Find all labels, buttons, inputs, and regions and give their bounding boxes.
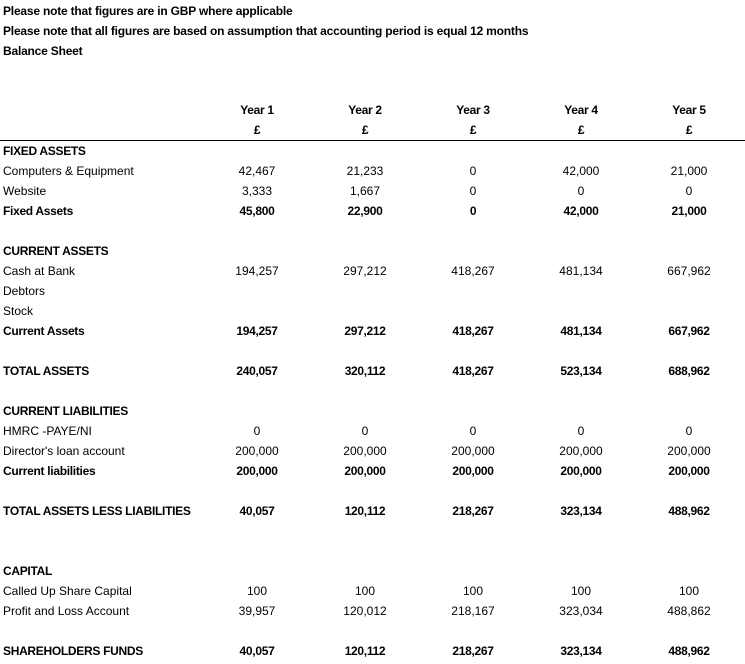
row-shareholders-funds bbox=[0, 641, 745, 661]
value-cell-year-4: 0 bbox=[577, 424, 585, 438]
value-cell-year-5: 667,962 bbox=[667, 264, 711, 278]
row-debtors bbox=[0, 281, 745, 301]
value-cell-year-4: 523,134 bbox=[560, 364, 602, 378]
currency-symbol: £ bbox=[253, 123, 261, 137]
currency-symbol: £ bbox=[361, 123, 369, 137]
value-cell-year-1: 42,467 bbox=[238, 164, 276, 178]
value-cell-year-5: 100 bbox=[678, 584, 700, 598]
row-label: Current Assets bbox=[3, 324, 85, 338]
header-row bbox=[0, 100, 745, 120]
column-header-year-4: Year 4 bbox=[564, 103, 598, 117]
value-cell-year-5: 688,962 bbox=[668, 364, 710, 378]
row-label: Called Up Share Capital bbox=[3, 584, 132, 598]
value-cell-year-3: 218,267 bbox=[452, 504, 494, 518]
value-cell-year-3: 0 bbox=[469, 424, 477, 438]
row-label: Debtors bbox=[3, 284, 46, 298]
value-cell-year-3: 200,000 bbox=[451, 444, 495, 458]
value-cell-year-4: 323,134 bbox=[560, 504, 602, 518]
currency-row bbox=[0, 120, 745, 141]
section-heading-capital bbox=[0, 561, 745, 581]
section-heading-label: CAPITAL bbox=[3, 564, 53, 578]
value-cell-year-1: 0 bbox=[253, 424, 261, 438]
value-cell-year-2: 297,212 bbox=[343, 264, 387, 278]
spacer-row bbox=[0, 381, 745, 401]
section-heading-fixed-assets bbox=[0, 141, 745, 161]
value-cell-year-4: 200,000 bbox=[560, 464, 602, 478]
value-cell-year-4: 323,034 bbox=[559, 604, 603, 618]
row-total-assets-less-liabilities bbox=[0, 501, 745, 521]
value-cell-year-3: 218,267 bbox=[452, 644, 494, 658]
row-label: TOTAL ASSETS LESS LIABILITIES bbox=[3, 504, 191, 518]
value-cell-year-5: 200,000 bbox=[668, 464, 710, 478]
note-currency: Please note that figures are in GBP where applicable bbox=[3, 4, 293, 18]
row-fixed-assets bbox=[0, 201, 745, 221]
section-heading-label: CURRENT ASSETS bbox=[3, 244, 109, 258]
notes-block bbox=[3, 3, 528, 63]
column-header-year-5: Year 5 bbox=[672, 103, 706, 117]
value-cell-year-2: 297,212 bbox=[344, 324, 386, 338]
value-cell-year-1: 40,057 bbox=[239, 644, 275, 658]
value-cell-year-3: 0 bbox=[469, 204, 477, 218]
value-cell-year-1: 194,257 bbox=[235, 264, 279, 278]
value-cell-year-4: 42,000 bbox=[563, 204, 599, 218]
value-cell-year-5: 488,962 bbox=[668, 504, 710, 518]
value-cell-year-1: 3,333 bbox=[241, 184, 273, 198]
spacer-row bbox=[0, 481, 745, 501]
value-cell-year-2: 200,000 bbox=[343, 444, 387, 458]
value-cell-year-5: 200,000 bbox=[667, 444, 711, 458]
currency-symbol: £ bbox=[685, 123, 693, 137]
value-cell-year-3: 100 bbox=[462, 584, 484, 598]
value-cell-year-2: 21,233 bbox=[346, 164, 384, 178]
value-cell-year-2: 320,112 bbox=[344, 364, 386, 378]
value-cell-year-3: 0 bbox=[469, 164, 477, 178]
section-heading-current-assets bbox=[0, 241, 745, 261]
value-cell-year-5: 21,000 bbox=[671, 204, 707, 218]
section-heading-label: CURRENT LIABILITIES bbox=[3, 404, 128, 418]
row-director-s-loan-account bbox=[0, 441, 745, 461]
spacer-row bbox=[0, 541, 745, 561]
row-label: TOTAL ASSETS bbox=[3, 364, 89, 378]
row-label: HMRC -PAYE/NI bbox=[3, 424, 92, 438]
value-cell-year-4: 0 bbox=[577, 184, 585, 198]
value-cell-year-4: 323,134 bbox=[560, 644, 602, 658]
column-header-year-3: Year 3 bbox=[456, 103, 490, 117]
value-cell-year-2: 22,900 bbox=[347, 204, 383, 218]
value-cell-year-3: 418,267 bbox=[452, 324, 494, 338]
value-cell-year-4: 481,134 bbox=[559, 264, 603, 278]
value-cell-year-5: 0 bbox=[685, 424, 693, 438]
row-current-liabilities bbox=[0, 461, 745, 481]
row-label: Fixed Assets bbox=[3, 204, 73, 218]
row-label: Director's loan account bbox=[3, 444, 125, 458]
value-cell-year-2: 200,000 bbox=[344, 464, 386, 478]
row-label: Website bbox=[3, 184, 47, 198]
value-cell-year-1: 240,057 bbox=[236, 364, 278, 378]
row-cash-at-bank bbox=[0, 261, 745, 281]
spacer-row bbox=[0, 521, 745, 541]
row-label: Stock bbox=[3, 304, 34, 318]
row-stock bbox=[0, 301, 745, 321]
column-header-year-2: Year 2 bbox=[348, 103, 382, 117]
value-cell-year-2: 1,667 bbox=[349, 184, 381, 198]
value-cell-year-4: 100 bbox=[570, 584, 592, 598]
value-cell-year-2: 120,012 bbox=[343, 604, 387, 618]
value-cell-year-3: 200,000 bbox=[452, 464, 494, 478]
row-current-assets bbox=[0, 321, 745, 341]
value-cell-year-5: 21,000 bbox=[670, 164, 708, 178]
row-label: Computers & Equipment bbox=[3, 164, 134, 178]
currency-symbol: £ bbox=[469, 123, 477, 137]
row-label: Profit and Loss Account bbox=[3, 604, 130, 618]
row-hmrc-paye-ni bbox=[0, 421, 745, 441]
value-cell-year-3: 418,267 bbox=[452, 364, 494, 378]
value-cell-year-5: 488,962 bbox=[668, 644, 710, 658]
value-cell-year-5: 0 bbox=[685, 184, 693, 198]
spacer-row bbox=[0, 221, 745, 241]
row-profit-and-loss-account bbox=[0, 601, 745, 621]
value-cell-year-1: 100 bbox=[246, 584, 268, 598]
value-cell-year-2: 120,112 bbox=[344, 644, 386, 658]
column-header-year-1: Year 1 bbox=[240, 103, 274, 117]
row-label: Current liabilities bbox=[3, 464, 96, 478]
value-cell-year-5: 667,962 bbox=[668, 324, 710, 338]
value-cell-year-1: 200,000 bbox=[236, 464, 278, 478]
value-cell-year-3: 218,167 bbox=[451, 604, 495, 618]
value-cell-year-4: 200,000 bbox=[559, 444, 603, 458]
balance-sheet-table bbox=[0, 100, 745, 661]
value-cell-year-2: 0 bbox=[361, 424, 369, 438]
row-label: Cash at Bank bbox=[3, 264, 76, 278]
row-called-up-share-capital bbox=[0, 581, 745, 601]
row-computers-equipment bbox=[0, 161, 745, 181]
value-cell-year-1: 200,000 bbox=[235, 444, 279, 458]
value-cell-year-4: 42,000 bbox=[562, 164, 600, 178]
row-total-assets bbox=[0, 361, 745, 381]
value-cell-year-3: 418,267 bbox=[451, 264, 495, 278]
note-accounting-period: Please note that all figures are based on assumption that accounting period is equal 12 months bbox=[3, 24, 529, 38]
row-label: SHAREHOLDERS FUNDS bbox=[3, 644, 143, 658]
section-heading-current-liabilities bbox=[0, 401, 745, 421]
value-cell-year-1: 194,257 bbox=[236, 324, 278, 338]
value-cell-year-1: 40,057 bbox=[239, 504, 275, 518]
section-heading-label: FIXED ASSETS bbox=[3, 144, 86, 158]
sheet-body bbox=[0, 141, 745, 661]
sheet-title: Balance Sheet bbox=[3, 44, 83, 58]
spacer-row bbox=[0, 621, 745, 641]
value-cell-year-1: 39,957 bbox=[238, 604, 276, 618]
value-cell-year-2: 100 bbox=[354, 584, 376, 598]
value-cell-year-2: 120,112 bbox=[344, 504, 386, 518]
row-website bbox=[0, 181, 745, 201]
currency-symbol: £ bbox=[577, 123, 585, 137]
spacer-row bbox=[0, 341, 745, 361]
value-cell-year-3: 0 bbox=[469, 184, 477, 198]
value-cell-year-1: 45,800 bbox=[239, 204, 275, 218]
value-cell-year-4: 481,134 bbox=[560, 324, 602, 338]
value-cell-year-5: 488,862 bbox=[667, 604, 711, 618]
